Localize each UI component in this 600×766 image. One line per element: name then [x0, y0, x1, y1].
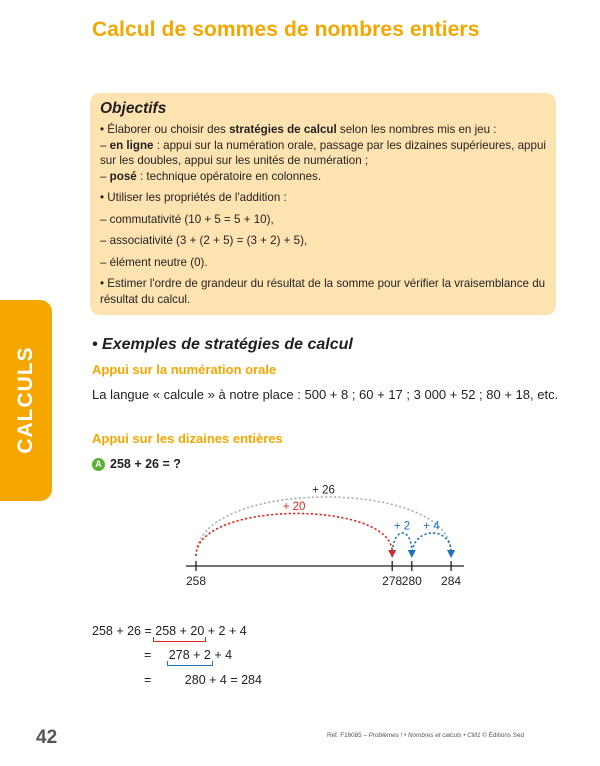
example-expression: 258 + 26 = ?: [110, 457, 181, 471]
objective-pose: [100, 169, 546, 185]
oral-heading: Appui sur la numération orale: [92, 362, 277, 377]
objective-inline: [100, 138, 546, 169]
footer-book: Problèmes ! • Nombres et calculs • CM1: [368, 732, 481, 739]
objective-bold: posé: [109, 169, 137, 183]
calc-text: =: [144, 673, 152, 687]
objective-text: selon les nombres mis en jeu :: [336, 123, 497, 136]
calc-text: + 2 + 4: [207, 624, 247, 638]
property-commutativity: – commutativité (10 + 5 = 5 + 10),: [100, 212, 274, 226]
oral-text: La langue « calcule » à notre place : 500 + 8 ; 60 + 17 ; 3 000 + 52 ; 80 + 18, etc.: [92, 387, 559, 402]
objective-strategies: [100, 122, 546, 138]
red-bracket: [153, 637, 206, 642]
jump-label: + 4: [423, 520, 440, 533]
calc-text: =: [144, 648, 152, 662]
tick-label: 280: [401, 574, 422, 588]
footer-publisher: © Éditions Sed: [480, 732, 524, 739]
calc-text: 280 + 4 = 284: [184, 673, 262, 687]
objective-text: –: [100, 169, 110, 183]
footer-credit: [327, 732, 524, 739]
calc-text: 278 + 2: [168, 648, 211, 662]
objectives-heading: Objectifs: [100, 100, 167, 117]
property-neutral: – élément neutre (0).: [100, 255, 208, 269]
objective-text: –: [100, 138, 110, 152]
example-badge: A: [92, 458, 105, 471]
jump-arc: [412, 533, 451, 556]
blue-bracket: [167, 661, 213, 666]
jump-arc: [196, 513, 392, 556]
calc-group-blue: [169, 648, 211, 662]
section-title: • Exemples de stratégies de calcul: [92, 336, 353, 353]
footer-ref: Réf. F16085 –: [327, 732, 369, 739]
objective-properties: • Utiliser les propriétés de l'addition :: [100, 191, 287, 204]
calc-group-red: [155, 624, 204, 638]
objective-bold: en ligne: [109, 138, 154, 152]
example-problem: [92, 457, 181, 471]
calc-text: 258 + 26 =: [92, 624, 152, 638]
jump-arrowhead: [447, 550, 455, 558]
tick-label: 278: [382, 574, 403, 588]
objectives-box: [90, 93, 556, 315]
objective-bold: stratégies de calcul: [229, 123, 337, 136]
objective-text: : appui sur la numération orale, passage par les dizaines supérieures, appui sur les doubles, appui sur les unités de numération ;: [100, 138, 546, 167]
calc-text: + 4: [214, 648, 233, 662]
jump-label: + 20: [282, 501, 306, 513]
tick-label: 284: [441, 574, 462, 588]
calc-line-2: [144, 648, 232, 662]
page-number: 42: [36, 727, 58, 748]
section-tab-label: CALCULS: [14, 346, 37, 454]
page-title: Calcul de sommes de nombres entiers: [92, 18, 480, 41]
tick-label: 258: [185, 574, 207, 588]
jump-label: + 26: [312, 484, 335, 497]
calc-line-1: [92, 624, 247, 638]
objective-text: : technique opératoire en colonnes.: [136, 169, 322, 183]
calc-line-3: [144, 673, 262, 687]
tens-heading: Appui sur les dizaines entières: [92, 431, 283, 446]
jump-arc: [392, 533, 412, 556]
number-line: [0, 470, 600, 590]
property-associativity: – associativité (3 + (2 + 5) = (3 + 2) + 5),: [100, 234, 308, 247]
objective-text: • Élaborer ou choisir des: [100, 123, 230, 136]
calc-text: 258 + 20: [155, 624, 205, 638]
objective-estimate: • Estimer l'ordre de grandeur du résultat de la somme pour vérifier la vraisemblance du résultat du calcul.: [100, 277, 546, 306]
jump-label: + 2: [393, 520, 411, 533]
